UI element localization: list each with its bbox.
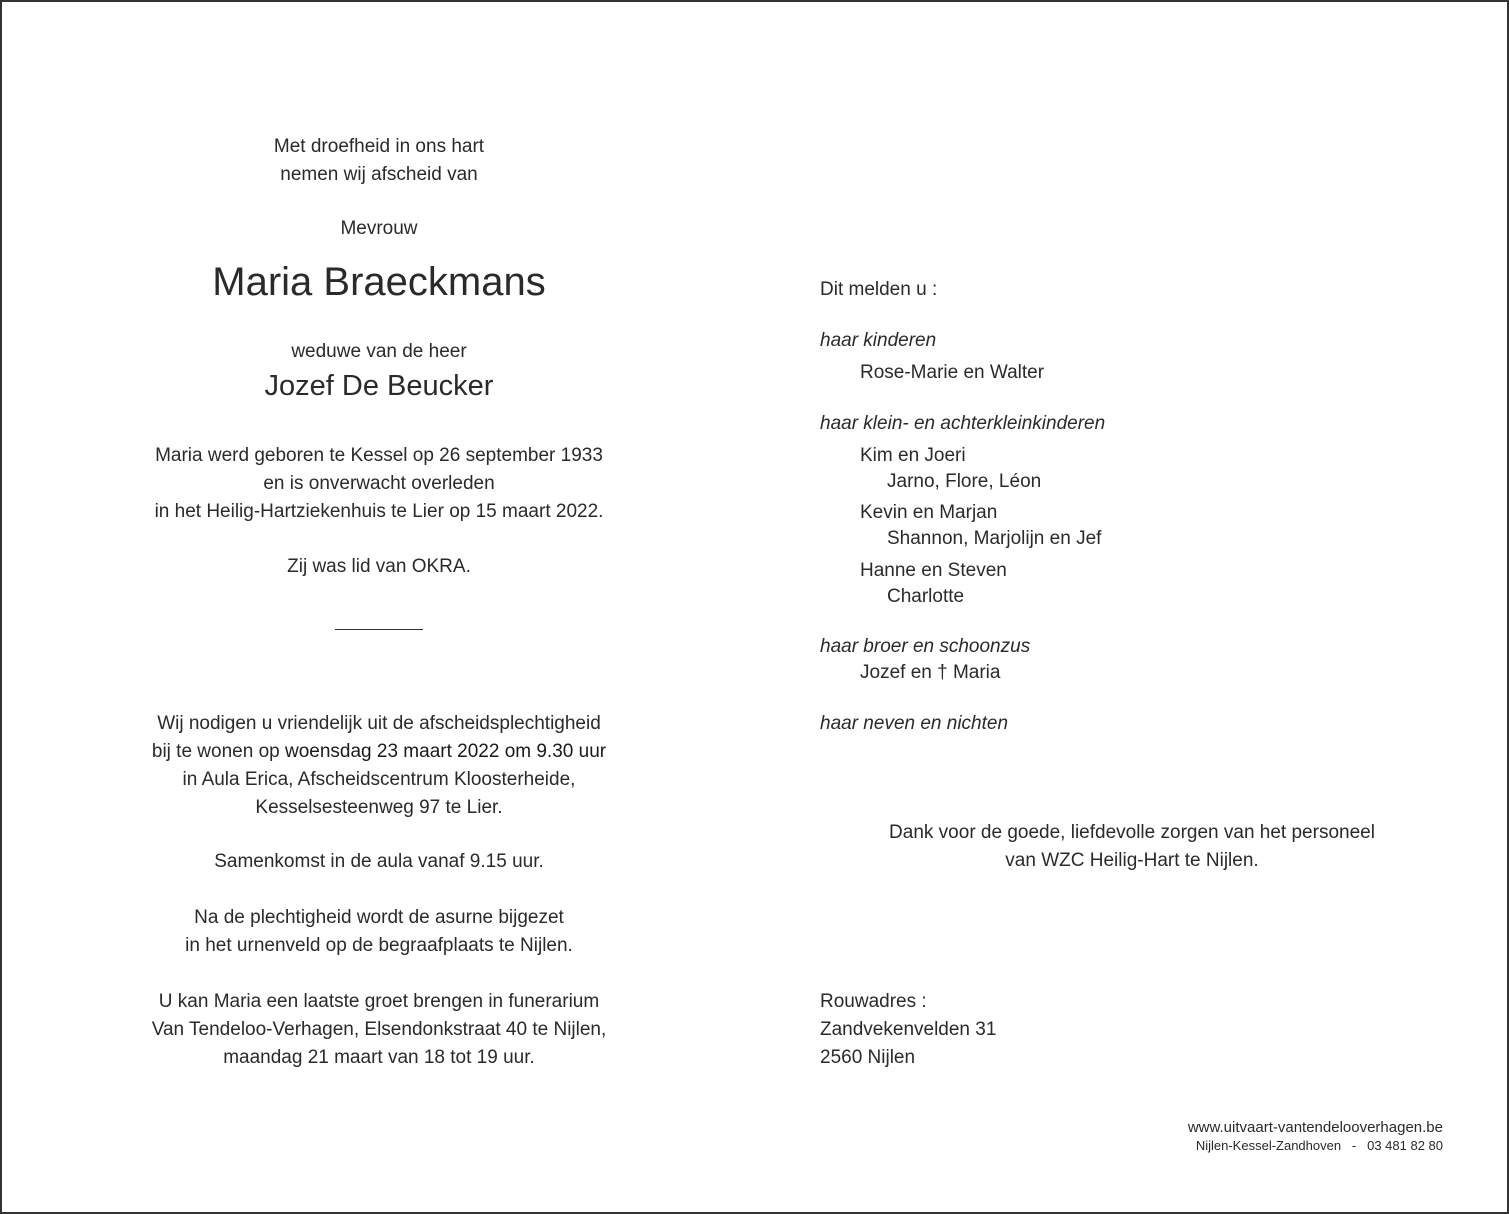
invite-line-4: Kesselsesteenweg 97 te Lier. — [255, 797, 503, 818]
children-names: Rose-Marie en Walter — [860, 362, 1045, 383]
grandchildren-label: haar klein- en achterkleinkinderen — [820, 413, 1106, 434]
invite-prefix: bij te wonen op — [151, 741, 285, 762]
invite-line-3: in Aula Erica, Afscheidscentrum Kloosterheide, — [182, 769, 576, 790]
deceased-name: Maria Braeckmans — [212, 260, 546, 304]
intro-line-1: Met droefheid in ons hart — [273, 136, 485, 157]
grandchildren-kids: Shannon, Marjolijn en Jef — [887, 528, 1102, 549]
grandchildren-kids: Charlotte — [887, 586, 965, 607]
invite-line-2 — [79, 738, 679, 766]
ceremony-date: woensdag 23 maart 2022 om 9.30 uur — [284, 741, 607, 762]
address-street: Zandvekenvelden 31 — [820, 1019, 997, 1040]
address-label: Rouwadres : — [820, 991, 927, 1012]
thanks-line-1: Dank voor de goede, liefdevolle zorgen van het personeel — [889, 822, 1375, 843]
member-okra: Zij was lid van OKRA. — [287, 556, 471, 577]
intro-line-2: nemen wij afscheid van — [280, 164, 478, 185]
funeral-home-contact: Nijlen-Kessel-Zandhoven - 03 481 82 80 — [1195, 1138, 1443, 1153]
urn-line-2: in het urnenveld op de begraafplaats te Nijlen. — [185, 935, 573, 956]
visit-line-1: U kan Maria een laatste groet brengen in funerarium — [158, 991, 600, 1012]
gathering-info: Samenkomst in de aula vanaf 9.15 uur. — [214, 851, 544, 872]
announce-heading: Dit melden u : — [820, 279, 938, 300]
grandchildren-kids: Jarno, Flore, Léon — [887, 471, 1042, 492]
husband-name: Jozef De Beucker — [264, 370, 494, 402]
divider-line — [335, 629, 423, 630]
title-mevrouw: Mevrouw — [340, 218, 418, 239]
sibling-label: haar broer en schoonzus — [820, 636, 1031, 657]
visit-line-2: Van Tendeloo-Verhagen, Elsendonkstraat 40 te Nijlen, — [151, 1019, 607, 1040]
grandchildren-parents: Kim en Joeri — [860, 445, 966, 466]
grandchildren-parents: Kevin en Marjan — [860, 502, 998, 523]
visit-line-3: maandag 21 maart van 18 tot 19 uur. — [223, 1047, 535, 1068]
address-city: 2560 Nijlen — [820, 1047, 916, 1068]
thanks-line-2: van WZC Heilig-Hart te Nijlen. — [1005, 850, 1259, 871]
funeral-home-website: www.uitvaart-vantendelooverhagen.be — [1187, 1119, 1443, 1136]
children-label: haar kinderen — [820, 330, 937, 351]
invite-line-1: Wij nodigen u vriendelijk uit de afscheidsplechtigheid — [157, 713, 601, 734]
birth-line-1: Maria werd geboren te Kessel op 26 september 1933 — [155, 445, 603, 466]
urn-line-1: Na de plechtigheid wordt de asurne bijgezet — [194, 907, 564, 928]
grandchildren-parents: Hanne en Steven — [860, 560, 1007, 581]
cousins-label: haar neven en nichten — [820, 713, 1009, 734]
birth-line-3: in het Heilig-Hartziekenhuis te Lier op 15 maart 2022. — [154, 501, 604, 522]
widow-of: weduwe van de heer — [291, 341, 467, 362]
birth-line-2: en is onverwacht overleden — [263, 473, 495, 494]
sibling-names: Jozef en † Maria — [860, 662, 1001, 683]
